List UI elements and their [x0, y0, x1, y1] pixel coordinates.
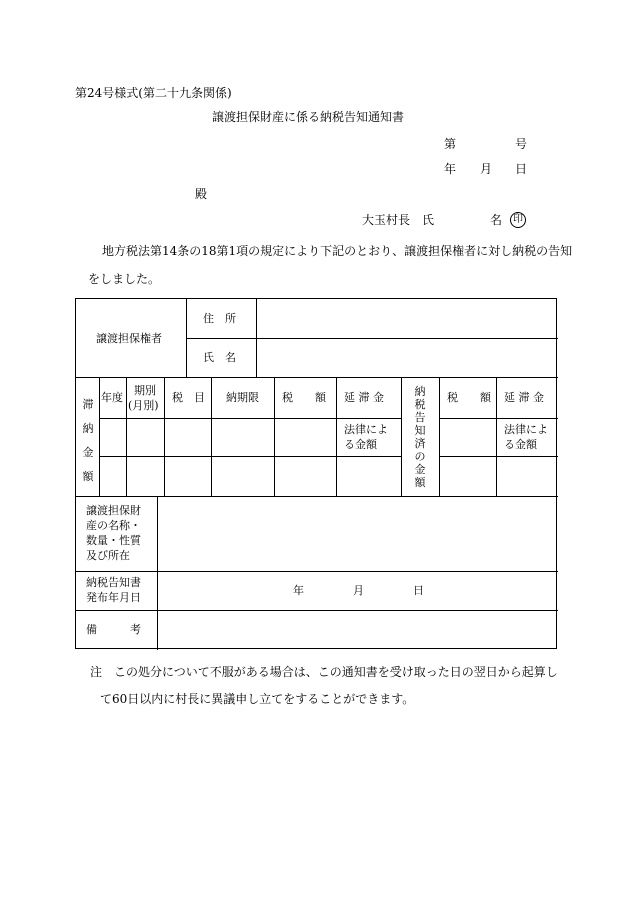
address-field[interactable] [262, 307, 552, 331]
addressee-suffix: 殿 [195, 187, 208, 201]
property-label-3: 数量・性質 [86, 534, 141, 547]
late-fee-note-right-2: る金額 [504, 438, 537, 451]
paragraph-line-1: 地方税法第14条の18第1項の規定により下記のとおり、譲渡担保権者に対し納税の告知 [102, 244, 573, 258]
date-year: 年 [444, 162, 457, 176]
paragraph-line-2: をしました。 [88, 272, 161, 286]
delinquent-amount-label: 滞納金額 [82, 398, 94, 483]
doc-number-suffix: 号 [515, 137, 528, 151]
holder-label: 譲渡担保権者 [96, 332, 162, 345]
issue-date-month: 月 [353, 584, 364, 597]
form-number: 第24号様式(第二十九条関係) [75, 86, 232, 100]
issue-date-label-2: 発布年月日 [86, 591, 141, 604]
issuer-name-suffix: 名 [490, 213, 503, 227]
notice-form-table [75, 298, 557, 649]
property-label-4: 及び所在 [86, 549, 130, 562]
issue-date-year: 年 [293, 584, 304, 597]
address-label: 住 所 [203, 312, 236, 325]
issuer: 大玉村長 氏 [362, 213, 435, 227]
column-late-fee-2: 延 滞 金 [504, 391, 544, 404]
doc-number-prefix: 第 [444, 137, 457, 151]
seal-icon: 印 [510, 212, 526, 228]
document-title: 譲渡担保財産に係る納税告知通知書 [212, 110, 405, 124]
remarks-field[interactable] [164, 615, 550, 645]
column-period: 期別 [134, 384, 156, 397]
date-month: 月 [480, 162, 493, 176]
column-tax-item: 税 目 [172, 391, 205, 404]
column-late-fee: 延 滞 金 [344, 391, 384, 404]
late-fee-note-right: 法律によ [504, 423, 548, 436]
issue-date-label: 納税告知書 [86, 576, 141, 589]
name-field[interactable] [262, 345, 552, 371]
notice-amount-label: 納税告知済の金額 [414, 385, 426, 489]
note-line-2: て60日以内に村長に異議申し立てをすることができます。 [100, 692, 415, 706]
late-fee-note: 法律によ [344, 423, 388, 436]
late-fee-note-2: る金額 [344, 438, 377, 451]
issue-date-day: 日 [413, 584, 424, 597]
property-field[interactable] [164, 502, 550, 566]
column-period-month: (月別) [128, 399, 159, 412]
column-tax-amount-2: 税 額 [447, 391, 491, 404]
name-label: 氏 名 [203, 351, 236, 364]
note-line-1: 注 この処分について不服がある場合は、この通知書を受け取った日の翌日から起算し [90, 665, 558, 679]
property-label-2: 産の名称・ [86, 519, 141, 532]
property-label: 譲渡担保財 [86, 504, 141, 517]
column-due-date: 納期限 [226, 391, 259, 404]
remarks-label: 備 考 [86, 623, 141, 636]
column-year: 年度 [101, 391, 123, 404]
date-day: 日 [515, 162, 528, 176]
column-tax-amount: 税 額 [282, 391, 326, 404]
